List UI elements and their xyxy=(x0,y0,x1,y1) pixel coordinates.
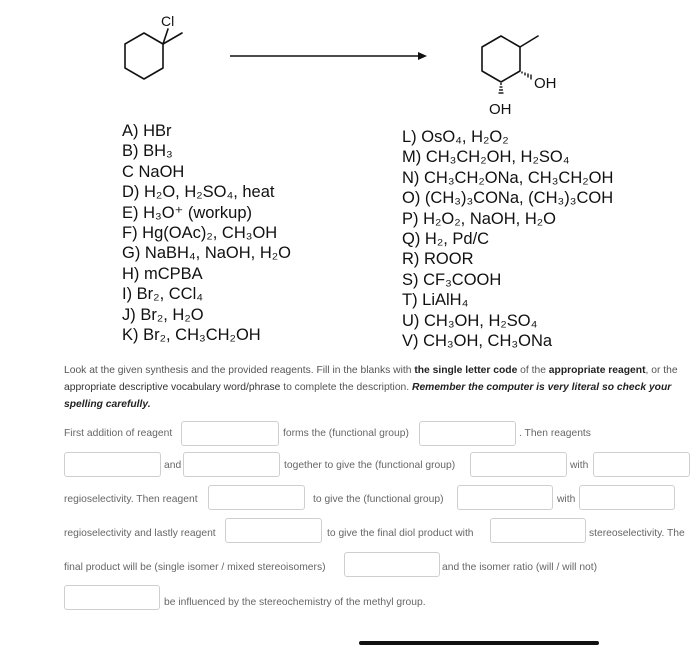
form-text: to give the final diol product with xyxy=(327,528,474,539)
reagent-item: H) mCPBA xyxy=(122,264,203,283)
home-indicator-bar xyxy=(359,641,599,645)
form-text: with xyxy=(557,494,576,505)
form-text: with xyxy=(570,460,589,471)
blank-10-input[interactable] xyxy=(225,518,322,543)
reagent-list-right xyxy=(402,127,613,351)
blank-1-input[interactable] xyxy=(181,421,279,446)
blank-9-input[interactable] xyxy=(579,485,675,510)
reagent-item: B) BH₃ xyxy=(122,142,173,161)
instructions-warning: Remember the computer is very literal so check your spelling carefully. xyxy=(64,382,672,410)
instructions-part: to complete the description. xyxy=(280,382,413,393)
blank-4-input[interactable] xyxy=(183,452,280,477)
form-text: regioselectivity and lastly reagent xyxy=(64,528,216,539)
blank-5-input[interactable] xyxy=(470,452,567,477)
product-structure xyxy=(482,36,538,82)
form-text: together to give the (functional group) xyxy=(284,460,456,471)
reagent-item: T) LiAlH₄ xyxy=(402,291,469,310)
reagent-item: F) Hg(OAc)₂, CH₃OH xyxy=(122,224,278,243)
blank-8-input[interactable] xyxy=(457,485,553,510)
reagent-item: N) CH₃CH₂ONa, CH₃CH₂OH xyxy=(402,168,614,187)
instructions-part: of the xyxy=(517,365,549,376)
reagent-item: L) OsO₄, H₂O₂ xyxy=(402,128,509,146)
chlorine-label: Cl xyxy=(161,13,175,29)
instructions-emphasis: the single letter code xyxy=(414,365,518,376)
reagent-item: I) Br₂, CCl₄ xyxy=(122,285,203,304)
blank-6-input[interactable] xyxy=(593,452,690,477)
reaction-scheme xyxy=(0,0,700,120)
starting-material-structure xyxy=(125,29,182,79)
hydroxyl-label-bottom: OH xyxy=(489,101,512,118)
reagent-item: P) H₂O₂, NaOH, H₂O xyxy=(402,209,556,228)
form-text: be influenced by the stereochemistry of the methyl group. xyxy=(164,597,426,608)
reagent-item: R) ROOR xyxy=(402,250,474,269)
reagent-item: D) H₂O, H₂SO₄, heat xyxy=(122,183,275,202)
form-text: stereoselectivity. The xyxy=(589,528,685,539)
form-text: final product will be (single isomer / mixed stereoisomers) xyxy=(64,562,326,573)
form-text: regioselectivity. Then reagent xyxy=(64,494,198,505)
reagent-item: G) NaBH₄, NaOH, H₂O xyxy=(122,244,291,263)
reagent-list-left xyxy=(122,121,291,345)
reagent-item: O) (CH₃)₃CONa, (CH₃)₃COH xyxy=(402,189,614,208)
reagent-item: Q) H₂, Pd/C xyxy=(402,230,490,249)
blank-11-input[interactable] xyxy=(490,518,586,543)
reagent-item: E) H₃O⁺ (workup) xyxy=(122,203,253,222)
reagent-item: V) CH₃OH, CH₃ONa xyxy=(402,332,553,351)
reagent-item: U) CH₃OH, H₂SO₄ xyxy=(402,311,538,330)
hydroxyl-label-top: OH xyxy=(534,75,557,92)
instructions-part: Look at the given synthesis and the provided reagents. Fill in the blanks with xyxy=(64,365,415,376)
form-text: and xyxy=(164,460,182,471)
blank-2-input[interactable] xyxy=(419,421,516,446)
blank-3-input[interactable] xyxy=(64,452,161,477)
reaction-arrow xyxy=(230,52,427,60)
reagent-item: S) CF₃COOH xyxy=(402,270,502,289)
instructions-part: , or the xyxy=(645,365,678,376)
instructions-emphasis: appropriate reagent xyxy=(548,365,646,376)
reagent-item: A) HBr xyxy=(122,122,172,140)
hashed-bond-top xyxy=(522,72,531,80)
blank-12-input[interactable] xyxy=(344,552,440,577)
form-text: First addition of reagent xyxy=(64,428,173,439)
form-text: forms the (functional group) xyxy=(283,428,409,439)
blank-7-input[interactable] xyxy=(208,485,305,510)
hashed-bond-bottom xyxy=(499,84,504,93)
reagent-item: J) Br₂, H₂O xyxy=(122,305,204,324)
instructions-emphasis: appropriate descriptive vocabulary word/phrase xyxy=(64,382,281,393)
reagent-item: M) CH₃CH₂OH, H₂SO₄ xyxy=(402,148,570,167)
reagent-item: C NaOH xyxy=(122,162,185,181)
form-text: and the isomer ratio (will / will not) xyxy=(442,562,598,573)
reagent-item: K) Br₂, CH₃CH₂OH xyxy=(122,326,261,345)
form-text: to give the (functional group) xyxy=(313,494,444,505)
instructions-text xyxy=(64,362,690,413)
form-text: . Then reagents xyxy=(519,428,591,439)
blank-13-input[interactable] xyxy=(64,585,160,610)
